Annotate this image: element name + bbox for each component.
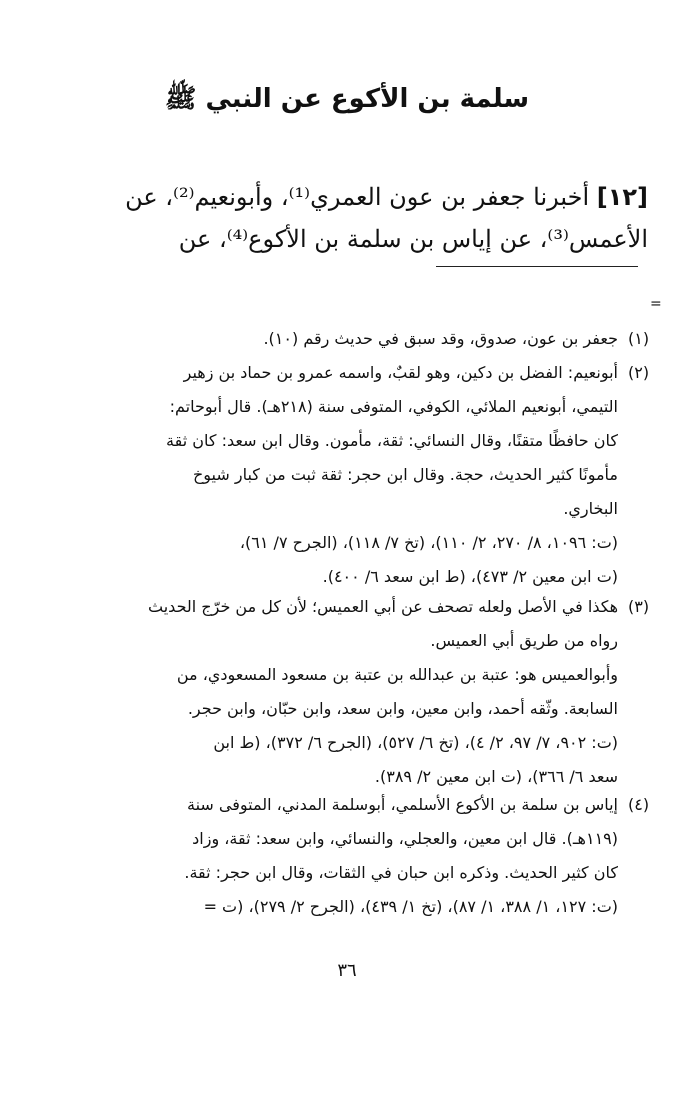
hadith-line-1 — [68, 176, 648, 218]
footnote-line: (ت: ١٠٩٦، ٨/ ٢٧٠، ٢/ ١١٠)، (تخ ٧/ ١١٨)، (الجرح ٧/ ٦١)، — [239, 533, 618, 552]
footnote-line: (١١٩هـ). قال ابن معين، والعجلي، والنسائي، وابن سعد: ثقة، وزاد — [192, 829, 618, 848]
page-number: ٣٦ — [337, 960, 357, 981]
footnote-line: سعد ٦/ ٣٦٦)، (ت ابن معين ٢/ ٣٨٩). — [374, 767, 618, 786]
footnote-line: البخاري. — [563, 499, 618, 518]
footnote-line: كان كثير الحديث. وذكره ابن حبان في الثقات، وقال ابن حجر: ثقة. — [184, 863, 618, 882]
footnote-2 — [68, 356, 618, 594]
footnote-line: التيمي، أبونعيم الملائي، الكوفي، المتوفى سنة (٢١٨هـ). قال أبوحاتم: — [169, 397, 618, 416]
footnote-3 — [68, 590, 618, 794]
footnote-line: أبونعيم: الفضل بن دكين، وهو لقبٌ، واسمه عمرو بن حماد بن زهير — [183, 363, 618, 382]
footnote-divider — [436, 266, 638, 267]
footnote-label-4: (٤) — [628, 795, 650, 814]
footnote-label-2: (٢) — [628, 363, 650, 382]
hadith-line-2 — [68, 218, 648, 260]
footnote-line: (ت: ٩٠٢، ٧/ ٩٧، ٢/ ٤)، (تخ ٦/ ٥٢٧)، (الجرح ٦/ ٣٧٢)، (ط ابن — [213, 733, 618, 752]
hadith-text-line-1: أخبرنا جعفر بن عون العمري⁽¹⁾، وأبونعيم⁽²⁾، عن — [125, 183, 590, 211]
chapter-title: سلمة بن الأكوع عن النبي ﷺ — [164, 84, 530, 114]
footnote-line: وأبوالعميس هو: عتبة بن عبدالله بن عتبة بن مسعود المسعودي، من — [176, 665, 618, 684]
footnote-label-3: (٣) — [628, 597, 650, 616]
footnote-line: كان حافظًا متقنًا، وقال النسائي: ثقة، مأمون. وقال ابن سعد: كان ثقة — [166, 431, 618, 450]
footnote-line: السابعة. وثّقه أحمد، وابن معين، وابن سعد، وابن حبّان، وابن حجر. — [187, 699, 618, 718]
footnote-label-1: (١) — [628, 329, 650, 348]
footnote-line: (ت ابن معين ٢/ ٤٧٣)، (ط ابن سعد ٦/ ٤٠٠). — [322, 567, 618, 586]
footnote-line: إياس بن سلمة بن الأكوع الأسلمي، أبوسلمة المدني، المتوفى سنة — [187, 795, 618, 814]
footnote-line: رواه من طريق أبي العميس. — [430, 631, 618, 650]
footnote-line: مأمونًا كثير الحديث، حجة. وقال ابن حجر: ثقة ثبت من كبار شيوخ — [192, 465, 618, 484]
continuation-mark: = — [650, 296, 662, 312]
footnote-1 — [68, 322, 618, 356]
footnote-line: جعفر بن عون، صدوق، وقد سبق في حديث رقم (١٠). — [263, 329, 618, 348]
footnote-line: (ت: ١٢٧، ١/ ٣٨٨، ١/ ٨٧)، (تخ ١/ ٤٣٩)، (الجرح ٢/ ٢٧٩)، (ت = — [203, 897, 618, 916]
footnote-line: هكذا في الأصل ولعله تصحف عن أبي العميس؛ لأن كل من خرّج الحديث — [148, 597, 618, 616]
hadith-text-line-2: الأعمس⁽³⁾، عن إياس بن سلمة بن الأكوع⁽⁴⁾، عن — [178, 225, 648, 253]
footnote-4 — [68, 788, 618, 924]
hadith-number: [١٢] — [596, 183, 648, 211]
